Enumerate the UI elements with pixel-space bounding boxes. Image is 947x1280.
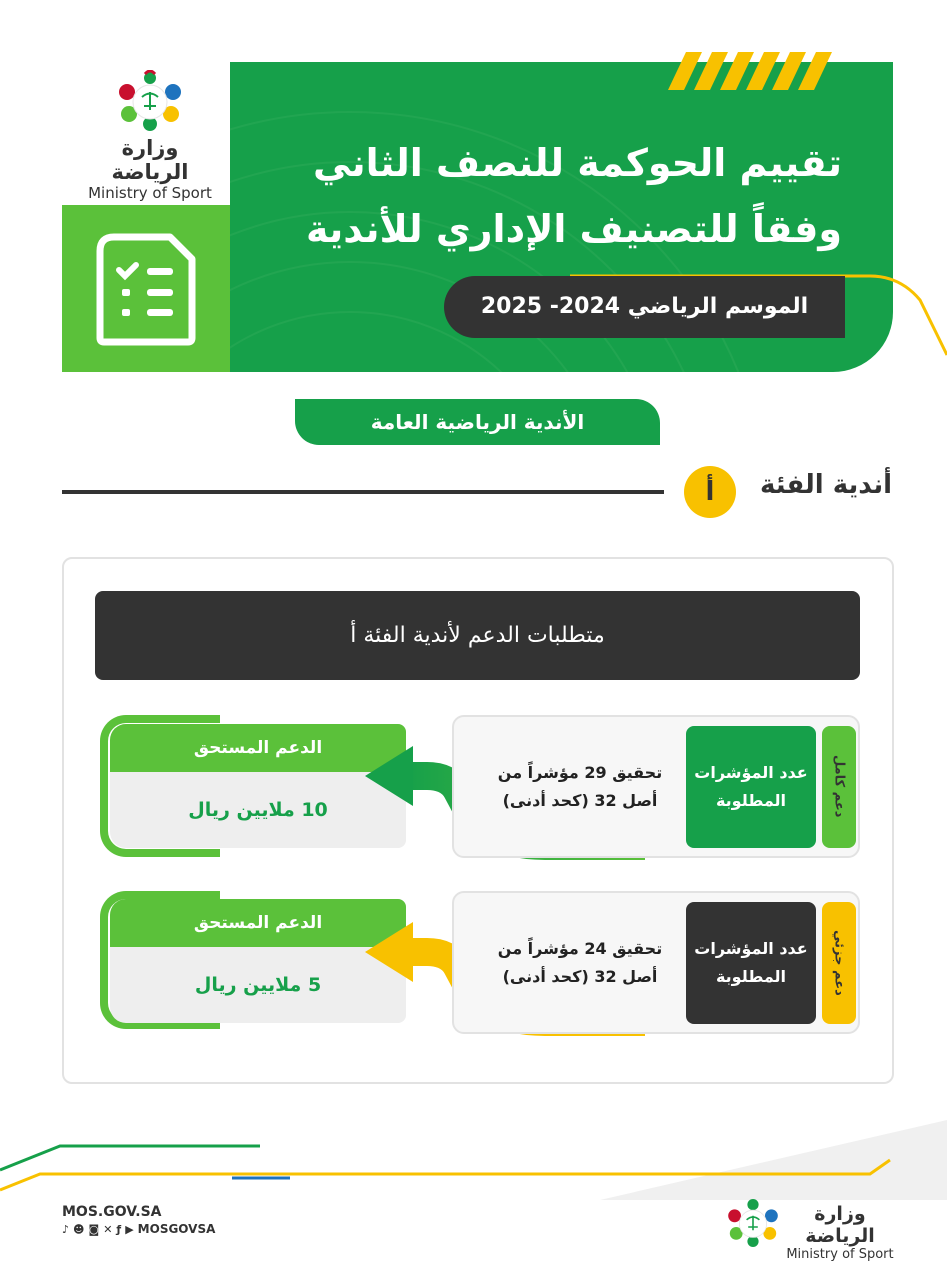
achievement-text: تحقيق 24 مؤشراً من أصل 32 (كحد أدنى) <box>497 938 663 986</box>
support-box-full <box>110 724 406 848</box>
ministry-name-en: Ministry of Sport <box>88 184 212 202</box>
ministry-name-ar: وزارة الرياضة <box>805 1203 875 1247</box>
ministry-logo-bottom <box>725 1195 895 1262</box>
category-divider <box>62 490 664 494</box>
youtube-icon[interactable]: ▶ <box>125 1222 134 1236</box>
season-label: الموسم الرياضي 2024- 2025 <box>444 276 845 338</box>
yellow-stripes-decoration <box>668 52 833 90</box>
tiktok-icon[interactable]: ♪ <box>62 1222 70 1236</box>
social-links <box>62 1222 215 1236</box>
clubs-category-pill: الأندية الرياضية العامة <box>295 399 660 445</box>
checklist-panel <box>62 205 230 372</box>
ministry-emblem-icon <box>725 1195 781 1251</box>
checklist-icon <box>62 205 230 372</box>
full-support-tag-label: دعم كامل <box>831 755 847 818</box>
category-title: أندية الفئة <box>759 470 892 500</box>
full-support-tag <box>822 726 856 848</box>
support-label: الدعم المستحق <box>110 724 406 772</box>
achievement-text: تحقيق 29 مؤشراً من أصل 32 (كحد أدنى) <box>497 762 663 810</box>
page-title <box>282 130 842 262</box>
footer-lines-decoration <box>0 1120 947 1200</box>
support-box-partial <box>110 899 406 1023</box>
ministry-logo-top <box>85 70 215 202</box>
requirements-title: متطلبات الدعم لأندية الفئة أ <box>95 591 860 680</box>
indicators-label: عدد المؤشرات المطلوبة <box>686 726 816 848</box>
support-value: 5 ملايين ريال <box>194 974 322 996</box>
ministry-emblem-icon <box>115 70 185 132</box>
title-line-1: تقييم الحوكمة للنصف الثاني <box>312 141 842 185</box>
social-handle: MOSGOVSA <box>137 1222 216 1236</box>
requirement-row-full-content <box>452 715 860 858</box>
ministry-name-en: Ministry of Sport <box>786 1247 894 1262</box>
ministry-name-ar: وزارة الرياضة <box>111 136 189 184</box>
partial-support-tag <box>822 902 856 1024</box>
instagram-icon[interactable]: ◙ <box>88 1222 100 1236</box>
snapchat-icon[interactable]: ☻ <box>73 1222 85 1236</box>
support-label: الدعم المستحق <box>110 899 406 947</box>
title-line-2: وفقاً للتصنيف الإداري للأندية <box>305 207 842 251</box>
x-icon[interactable]: ✕ <box>103 1222 113 1236</box>
indicators-label: عدد المؤشرات المطلوبة <box>686 902 816 1024</box>
requirement-row-partial-content <box>452 891 860 1034</box>
facebook-icon[interactable]: ƒ <box>116 1222 122 1236</box>
support-value: 10 ملايين ريال <box>188 799 328 821</box>
category-letter-badge: أ <box>684 466 736 518</box>
website-link[interactable]: MOS.GOV.SA <box>62 1204 162 1220</box>
partial-support-tag-label: دعم جزئي <box>831 929 847 996</box>
